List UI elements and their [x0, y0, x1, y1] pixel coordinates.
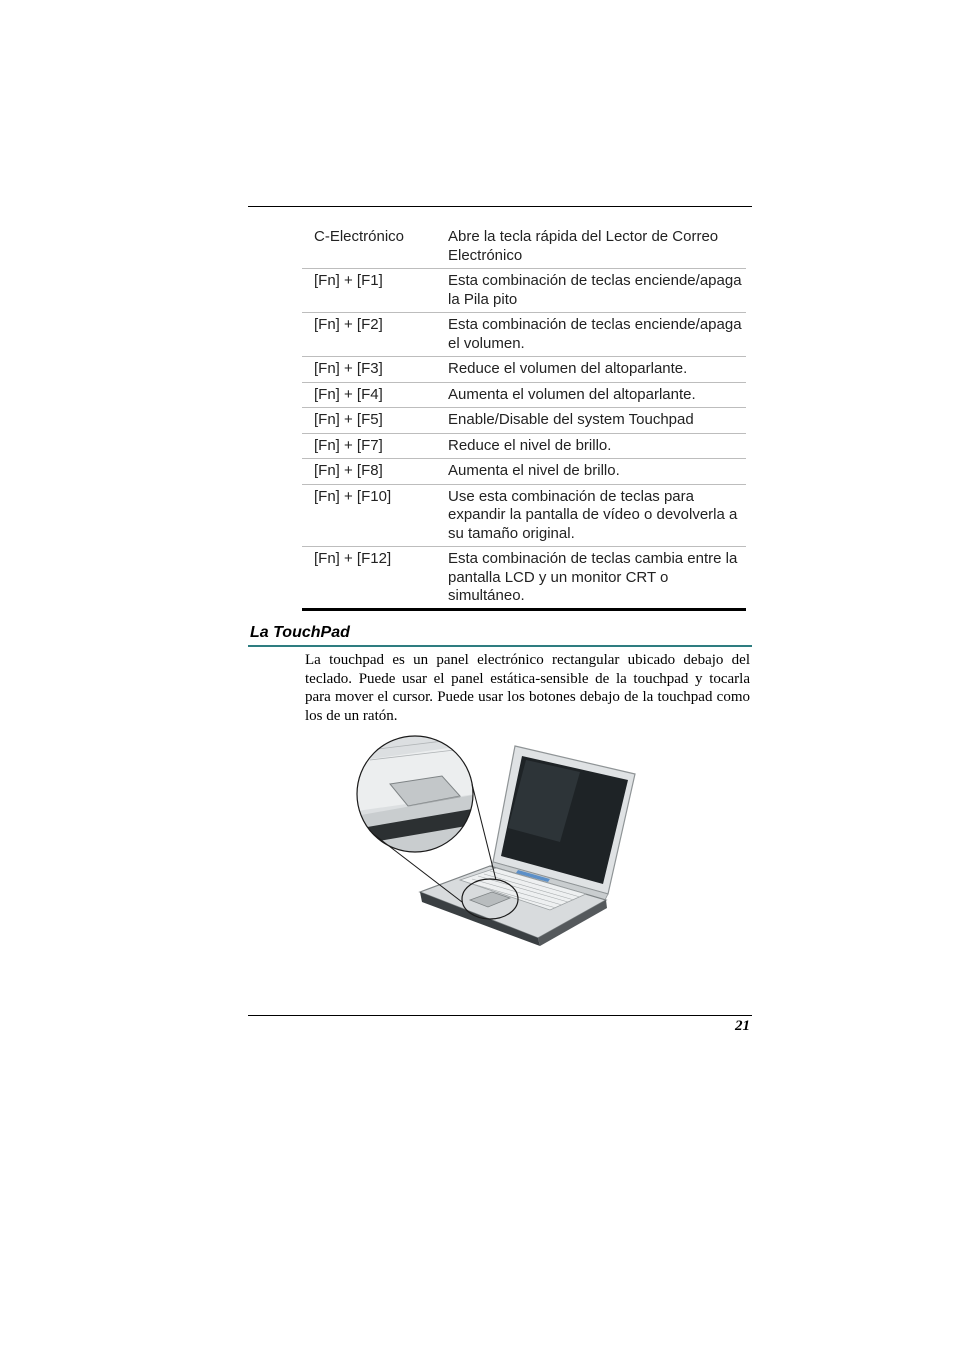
hotkey-description: Enable/Disable del system Touchpad [436, 408, 746, 434]
page-number: 21 [735, 1018, 750, 1034]
table-row [302, 459, 746, 485]
table-row [302, 382, 746, 408]
hotkey-key: C-Electrónico [302, 226, 436, 269]
hotkey-key: [Fn] + [F1] [302, 269, 436, 313]
hotkey-description: Reduce el nivel de brillo. [436, 433, 746, 459]
hotkey-description: Use esta combinación de teclas para expandir la pantalla de vídeo o devolverla a su tamaño original. [436, 484, 746, 547]
hotkey-description: Esta combinación de teclas enciende/apaga la Pila pito [436, 269, 746, 313]
header-rule [248, 206, 752, 207]
hotkey-description: Esta combinación de teclas cambia entre la pantalla LCD y un monitor CRT o simultáneo. [436, 547, 746, 610]
table-row [302, 408, 746, 434]
hotkey-key: [Fn] + [F5] [302, 408, 436, 434]
table-row [302, 547, 746, 610]
hotkey-description: Aumenta el nivel de brillo. [436, 459, 746, 485]
table-row [302, 313, 746, 357]
hotkey-key: [Fn] + [F3] [302, 357, 436, 383]
section-body: La touchpad es un panel electrónico rectangular ubicado debajo del teclado. Puede usar el panel estática-sensible de la touchpad y tocarla para mover el cursor. Puede usar los botones debajo de la touchpad como los de un ratón. [305, 652, 750, 724]
section-title: La TouchPad [250, 624, 350, 641]
footer-rule [248, 1015, 752, 1016]
table-row [302, 433, 746, 459]
hotkey-key: [Fn] + [F8] [302, 459, 436, 485]
hotkey-key: [Fn] + [F2] [302, 313, 436, 357]
hotkey-description: Aumenta el volumen del altoparlante. [436, 382, 746, 408]
section-rule [248, 645, 752, 647]
table-row [302, 484, 746, 547]
hotkey-key: [Fn] + [F12] [302, 547, 436, 610]
hotkey-table [302, 226, 746, 611]
table-row [302, 269, 746, 313]
hotkey-description: Abre la tecla rápida del Lector de Correo Electrónico [436, 226, 746, 269]
hotkey-key: [Fn] + [F10] [302, 484, 436, 547]
hotkey-key: [Fn] + [F4] [302, 382, 436, 408]
table-row [302, 226, 746, 269]
hotkey-key: [Fn] + [F7] [302, 433, 436, 459]
hotkey-description: Esta combinación de teclas enciende/apaga el volumen. [436, 313, 746, 357]
table-row [302, 357, 746, 383]
laptop-touchpad-illustration [350, 732, 650, 950]
hotkey-description: Reduce el volumen del altoparlante. [436, 357, 746, 383]
